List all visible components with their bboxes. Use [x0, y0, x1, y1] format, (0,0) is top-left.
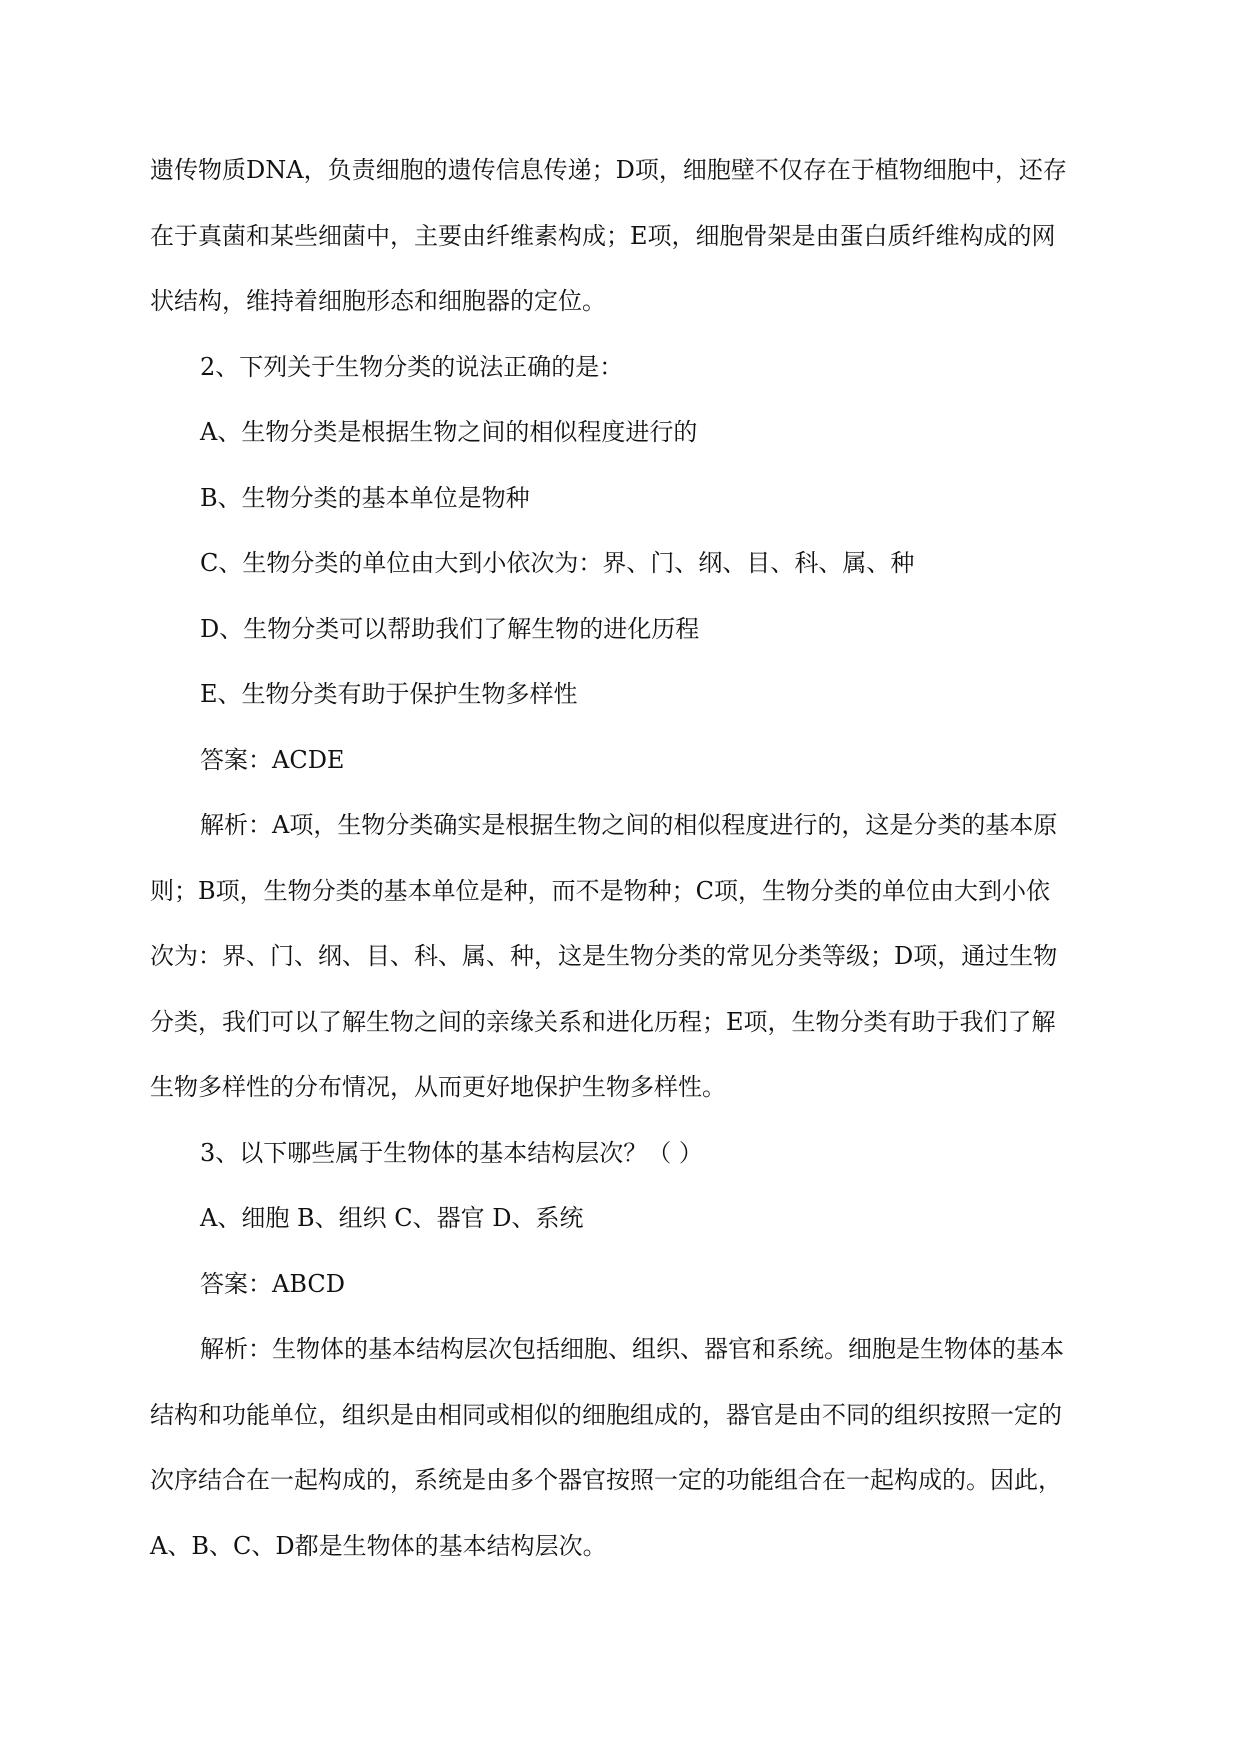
text-line: 结构和功能单位，组织是由相同或相似的细胞组成的，器官是由不同的组织按照一定的 — [150, 1400, 1062, 1429]
question-3-stem: 3、以下哪些属于生物体的基本结构层次？（ ） — [200, 1138, 703, 1167]
question-3-options: A、细胞 B、组织 C、器官 D、系统 — [200, 1204, 584, 1232]
question-2-option-e: E、生物分类有助于保护生物多样性 — [200, 680, 578, 708]
question-2-option-c: C、生物分类的单位由大到小依次为：界、门、纲、目、科、属、种 — [200, 549, 915, 577]
text-line: 次为：界、门、纲、目、科、属、种，这是生物分类的常见分类等级；D项，通过生物 — [150, 942, 1058, 970]
question-3-analysis — [150, 1317, 1098, 1579]
document-body — [150, 138, 1098, 1579]
text-line: 次序结合在一起构成的，系统是由多个器官按照一定的功能组合在一起构成的。因此， — [150, 1466, 1062, 1494]
question-2-analysis — [150, 793, 1098, 1121]
text-line: 则；B项，生物分类的基本单位是种，而不是物种；C项，生物分类的单位由大到小依 — [150, 876, 1050, 905]
text-line: 解析：A项，生物分类确实是根据生物之间的相似程度进行的，这是分类的基本原 — [200, 811, 1058, 839]
text-line: 分类，我们可以了解生物之间的亲缘关系和进化历程；E项，生物分类有助于我们了解 — [150, 1007, 1056, 1036]
question-2-stem: 2、下列关于生物分类的说法正确的是： — [200, 352, 624, 381]
text-line: 生物多样性的分布情况，从而更好地保护生物多样性。 — [150, 1073, 726, 1101]
text-line: 在于真菌和某些细菌中，主要由纤维素构成；E项，细胞骨架是由蛋白质纤维构成的网 — [150, 221, 1056, 250]
question-2-answer: 答案：ACDE — [200, 745, 345, 774]
previous-analysis-continuation — [150, 138, 1098, 335]
text-line: 解析：生物体的基本结构层次包括细胞、组织、器官和系统。细胞是生物体的基本 — [200, 1335, 1064, 1363]
text-line: 状结构，维持着细胞形态和细胞器的定位。 — [150, 287, 606, 315]
text-line: 遗传物质DNA，负责细胞的遗传信息传递；D项，细胞壁不仅存在于植物细胞中，还存 — [150, 156, 1067, 184]
text-line: A、B、C、D都是生物体的基本结构层次。 — [150, 1531, 607, 1560]
question-2-option-a: A、生物分类是根据生物之间的相似程度进行的 — [200, 418, 698, 446]
question-2-option-d: D、生物分类可以帮助我们了解生物的进化历程 — [200, 614, 700, 643]
question-3-answer: 答案：ABCD — [200, 1269, 346, 1298]
question-2-option-b: B、生物分类的基本单位是物种 — [200, 483, 530, 512]
